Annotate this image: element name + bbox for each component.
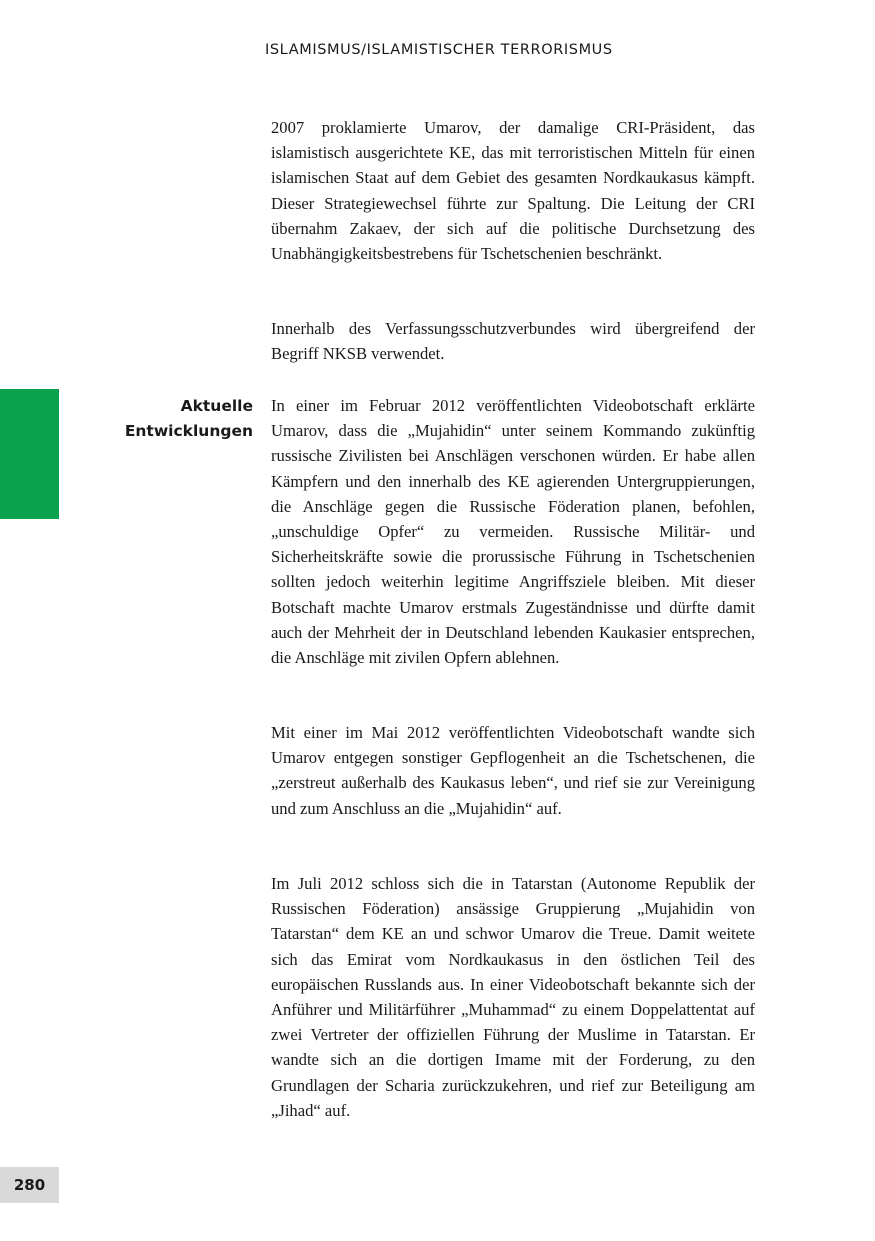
page-number: 280 — [0, 1167, 59, 1203]
body-paragraph-2: Innerhalb des Verfassungsschutzverbundes wird übergreifend der Begriff NKSB verwendet. — [271, 319, 755, 364]
section-heading-line-2: Entwicklungen — [124, 422, 253, 440]
body-paragraph-1: 2007 proklamierte Umarov, der damalige CRI-Präsident, das islamistisch ausgerichtete KE, das mit terroristischen Mitteln für einen islamischen Staat auf dem Gebiet des gesamten Nordkaukasus kämpft. Dieser Strategiewechsel führte zur Spaltung. Die Leitung der CRI übernahm Zakaev, der sich auf die politische Durchsetzung des Unabhängigkeitsbestrebens für Tschetschenien beschränkt. — [271, 118, 755, 264]
body-paragraph-5: Im Juli 2012 schloss sich die in Tatarstan (Autonome Republik der Russischen Föderation) ansässige Gruppierung „Mujahidin von Tatarstan“ dem KE an und schwor Umarov die Treue. Damit weitete sich das Emirat vom Nordkaukasus in den östlichen Teil des europäischen Russlands aus. In einer Videobotschaft bekannte sich der Anführer und Militärführer „Muhammad“ zu einem Doppelattentat auf zwei Vertreter der offiziellen Führung der Muslime in Tatarstan. Er wandte sich an die dortigen Imame mit der Forderung, zu den Grundlagen der Scharia zurückzukehren, und rief zur Beteiligung am „Jihad“ auf. — [271, 874, 755, 1120]
chapter-color-tab — [0, 389, 59, 519]
section-heading — [100, 394, 253, 444]
section-heading-line-1: Aktuelle — [180, 397, 253, 415]
running-head-text: ISLAMISMUS/ISLAMISTISCHER TERRORISMUS — [265, 42, 613, 58]
body-paragraph-3: In einer im Februar 2012 veröffentlichten Videobotschaft erklärte Umarov, dass die „Mujahidin“ unter seinem Kommando zukünftig russische Zivilisten bei Anschlägen verschonen würden. Er habe allen Kämpfern und den innerhalb des KE agierenden Untergruppierungen, die Anschläge gegen die Russische Föderation planen, befohlen, „unschuldige Opfer“ zu vermeiden. Russische Militär- und Sicherheitskräfte sowie die prorussische Führung in Tschetschenien sollten jedoch weiterhin legitime Angriffsziele bleiben. Mit dieser Botschaft machte Umarov erstmals Zugeständnisse und dürfte damit auch der Mehrheit der in Deutschland lebenden Kaukasier entsprechen, die Anschläge mit zivilen Opfern ablehnen. — [271, 396, 755, 668]
body-paragraph-4: Mit einer im Mai 2012 veröffentlichten Videobotschaft wandte sich Umarov entgegen sonstiger Gepflogenheit an die Tschetschenen, die „zerstreut außerhalb des Kaukasus leben“, und rief sie zur Vereinigung und zum Anschluss an die „Mujahidin“ auf. — [271, 723, 755, 818]
